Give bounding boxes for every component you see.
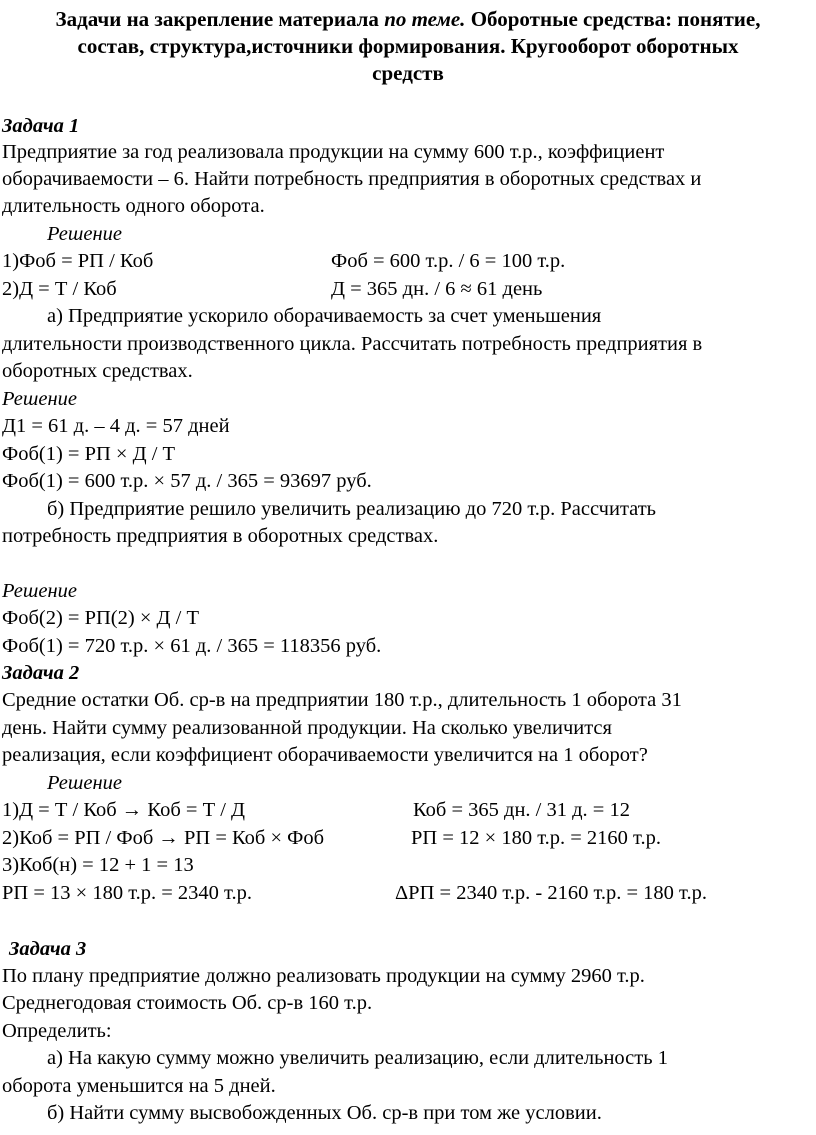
task3-text-line: Среднегодовая стоимость Об. ср-в 160 т.р. bbox=[2, 992, 373, 1014]
task1-formula-1: 1)Фоб = РП / Коб bbox=[2, 250, 154, 272]
task3-subtask-b: б) Найти сумму высвобожденных Об. ср-в при том же условии. bbox=[47, 1102, 602, 1124]
task1-solution-b-line: Фоб(1) = 720 т.р. × 61 д. / 365 = 118356 руб. bbox=[2, 635, 382, 657]
task1-subtask-a: длительности производственного цикла. Рассчитать потребность предприятия в bbox=[2, 333, 703, 355]
task3-heading: Задача 3 bbox=[9, 938, 87, 960]
task2-text-line: день. Найти сумму реализованной продукции. На сколько увеличится bbox=[2, 717, 612, 739]
task1-subtask-b: б) Предприятие решило увеличить реализацию до 720 т.р. Рассчитать bbox=[47, 498, 657, 520]
task2-calc-1: Коб = 365 дн. / 31 д. = 12 bbox=[413, 799, 630, 821]
task1-text-line: длительность одного оборота. bbox=[2, 195, 265, 217]
task1-solution-label: Решение bbox=[47, 223, 122, 245]
task2-formula-3: 3)Коб(н) = 12 + 1 = 13 bbox=[2, 854, 194, 876]
title-line-2: состав, структура,источники формирования. Кругооборот оборотных bbox=[77, 34, 739, 58]
task3-subtask-a: а) На какую сумму можно увеличить реализацию, если длительность 1 bbox=[47, 1047, 668, 1069]
task2-text-line: Средние остатки Об. ср-в на предприятии 180 т.р., длительность 1 оборота 31 bbox=[2, 689, 682, 711]
task3-text-line: Определить: bbox=[2, 1020, 112, 1042]
task1-calc-2: Д = 365 дн. / 6 ≈ 61 день bbox=[331, 278, 543, 300]
title-line-3: средств bbox=[372, 61, 444, 85]
task2-text-line: реализация, если коэффициент оборачиваемости увеличится на 1 оборот? bbox=[2, 744, 648, 766]
task2-heading: Задача 2 bbox=[2, 662, 80, 684]
task1-text-line: Предприятие за год реализовала продукции на сумму 600 т.р., коэффициент bbox=[2, 141, 665, 163]
task2-formula-4: РП = 13 × 180 т.р. = 2340 т.р. bbox=[2, 882, 252, 904]
task1-formula-2: 2)Д = Т / Коб bbox=[2, 278, 117, 300]
task1-subtask-a: оборотных средствах. bbox=[2, 360, 193, 382]
task2-solution-label: Решение bbox=[47, 772, 122, 794]
task1-subtask-a: а) Предприятие ускорило оборачиваемость за счет уменьшения bbox=[47, 305, 602, 327]
task2-formula-2: 2)Коб = РП / Фоб → РП = Коб × Фоб bbox=[2, 827, 325, 849]
task1-heading: Задача 1 bbox=[2, 115, 80, 137]
task2-formula-1: 1)Д = Т / Коб → Коб = Т / Д bbox=[2, 799, 246, 821]
task1-solution-a-line: Д1 = 61 д. – 4 д. = 57 дней bbox=[2, 415, 230, 437]
task1-solution-a-line: Фоб(1) = РП × Д / Т bbox=[2, 443, 176, 465]
task1-solution-b-label: Решение bbox=[2, 580, 77, 602]
task3-text-line: По плану предприятие должно реализовать продукции на сумму 2960 т.р. bbox=[2, 965, 645, 987]
task1-solution-a-line: Фоб(1) = 600 т.р. × 57 д. / 365 = 93697 руб. bbox=[2, 470, 372, 492]
task1-solution-b-line: Фоб(2) = РП(2) × Д / Т bbox=[2, 607, 199, 629]
task1-text-line: оборачиваемости – 6. Найти потребность предприятия в оборотных средствах и bbox=[2, 168, 702, 190]
task1-solution-a-label: Решение bbox=[2, 388, 77, 410]
task3-subtask-a: оборота уменьшится на 5 дней. bbox=[2, 1075, 276, 1097]
task2-calc-2: РП = 12 × 180 т.р. = 2160 т.р. bbox=[411, 827, 661, 849]
document-title bbox=[0, 6, 816, 87]
title-line-1: Задачи на закрепление материала по теме. Оборотные средства: понятие, bbox=[55, 7, 761, 31]
task1-subtask-b: потребность предприятия в оборотных средствах. bbox=[2, 525, 439, 547]
task1-calc-1: Фоб = 600 т.р. / 6 = 100 т.р. bbox=[331, 250, 566, 272]
task2-calc-4: ΔРП = 2340 т.р. - 2160 т.р. = 180 т.р. bbox=[395, 882, 707, 904]
